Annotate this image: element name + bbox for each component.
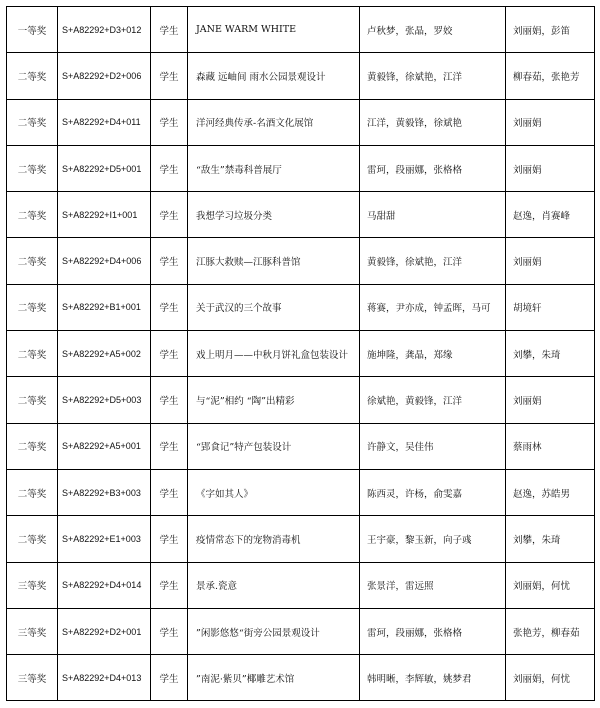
authors-cell: 王宇豪，黎玉新，向子彧: [360, 516, 506, 562]
authors-cell: 雷珂，段丽娜，张格格: [360, 145, 506, 191]
advisors-cell: 张艳芳，柳春茹: [506, 608, 595, 654]
entry-code-cell: S+A82292+E1+003: [58, 516, 151, 562]
entry-type-cell: 学生: [151, 608, 188, 654]
table-row: [7, 608, 595, 654]
work-title-cell: 疫情常态下的宠物消毒机: [188, 516, 360, 562]
work-title-cell: 戏上明月——中秋月饼礼盒包装设计: [188, 331, 360, 377]
table-row: [7, 423, 595, 469]
work-title-cell: 景承.瓷意: [188, 562, 360, 608]
work-title-cell: 我想学习垃圾分类: [188, 192, 360, 238]
work-title-cell: 森藏 远岫间 雨水公园景观设计: [188, 53, 360, 99]
authors-cell: 黄毅锋，徐斌艳，江洋: [360, 53, 506, 99]
entry-code-cell: S+A82292+D3+012: [58, 7, 151, 53]
work-title-cell: ”南泥·紫贝”椰雕艺术馆: [188, 655, 360, 701]
work-title-cell: 洋河经典传承-名酒文化展馆: [188, 99, 360, 145]
authors-cell: 张景洋，雷远照: [360, 562, 506, 608]
authors-cell: 徐斌艳，黄毅锋，江洋: [360, 377, 506, 423]
advisors-cell: 刘丽娟: [506, 238, 595, 284]
advisors-cell: 蔡雨林: [506, 423, 595, 469]
work-title-cell: 关于武汉的三个故事: [188, 284, 360, 330]
work-title-cell: JANE WARM WHITE: [188, 7, 360, 53]
award-level-cell: 三等奖: [7, 608, 58, 654]
authors-cell: 雷珂，段丽娜，张格格: [360, 608, 506, 654]
work-title-cell: 与“泥”相约 “陶”出精彩: [188, 377, 360, 423]
authors-cell: 马甜甜: [360, 192, 506, 238]
advisors-cell: 刘丽娟，彭笛: [506, 7, 595, 53]
award-level-cell: 二等奖: [7, 423, 58, 469]
entry-type-cell: 学生: [151, 7, 188, 53]
entry-type-cell: 学生: [151, 192, 188, 238]
entry-code-cell: S+A82292+D2+006: [58, 53, 151, 99]
award-level-cell: 二等奖: [7, 99, 58, 145]
entry-type-cell: 学生: [151, 377, 188, 423]
advisors-cell: 赵逸，苏皓男: [506, 469, 595, 515]
work-title-cell: “郢食记”特产包装设计: [188, 423, 360, 469]
entry-type-cell: 学生: [151, 238, 188, 284]
entry-type-cell: 学生: [151, 655, 188, 701]
authors-cell: 黄毅锋，徐斌艳，江洋: [360, 238, 506, 284]
work-title-cell: “敌生”禁毒科普展厅: [188, 145, 360, 191]
authors-cell: 陈西灵，许杨，俞雯嘉: [360, 469, 506, 515]
awards-table-body: [7, 7, 595, 701]
table-row: [7, 7, 595, 53]
award-level-cell: 二等奖: [7, 331, 58, 377]
advisors-cell: 刘丽娟: [506, 99, 595, 145]
entry-code-cell: S+A82292+D2+001: [58, 608, 151, 654]
table-row: [7, 284, 595, 330]
table-row: [7, 192, 595, 238]
award-level-cell: 二等奖: [7, 469, 58, 515]
award-level-cell: 三等奖: [7, 562, 58, 608]
table-row: [7, 331, 595, 377]
work-title-cell: ”闲影悠悠“街旁公园景观设计: [188, 608, 360, 654]
entry-code-cell: S+A82292+A5+002: [58, 331, 151, 377]
table-row: [7, 99, 595, 145]
advisors-cell: 胡境轩: [506, 284, 595, 330]
entry-code-cell: S+A82292+I1+001: [58, 192, 151, 238]
table-row: [7, 145, 595, 191]
entry-code-cell: S+A82292+D4+006: [58, 238, 151, 284]
entry-type-cell: 学生: [151, 469, 188, 515]
entry-code-cell: S+A82292+D5+001: [58, 145, 151, 191]
entry-code-cell: S+A82292+D4+013: [58, 655, 151, 701]
advisors-cell: 刘丽娟: [506, 145, 595, 191]
authors-cell: 卢秋梦，张晶，罗姣: [360, 7, 506, 53]
table-row: [7, 53, 595, 99]
award-level-cell: 二等奖: [7, 53, 58, 99]
entry-type-cell: 学生: [151, 516, 188, 562]
entry-type-cell: 学生: [151, 284, 188, 330]
award-level-cell: 二等奖: [7, 284, 58, 330]
award-level-cell: 二等奖: [7, 377, 58, 423]
table-row: [7, 516, 595, 562]
entry-type-cell: 学生: [151, 53, 188, 99]
award-level-cell: 一等奖: [7, 7, 58, 53]
table-row: [7, 238, 595, 284]
authors-cell: 施坤隆，龚晶，郑缘: [360, 331, 506, 377]
entry-type-cell: 学生: [151, 562, 188, 608]
entry-code-cell: S+A82292+D5+003: [58, 377, 151, 423]
work-title-cell: 江豚大救赎—江豚科普馆: [188, 238, 360, 284]
table-row: [7, 562, 595, 608]
entry-type-cell: 学生: [151, 99, 188, 145]
advisors-cell: 刘丽娟，何忧: [506, 655, 595, 701]
advisors-cell: 刘丽娟: [506, 377, 595, 423]
entry-code-cell: S+A82292+B3+003: [58, 469, 151, 515]
advisors-cell: 刘攀，朱琦: [506, 331, 595, 377]
work-title-cell: 《字如其人》: [188, 469, 360, 515]
award-level-cell: 二等奖: [7, 145, 58, 191]
entry-code-cell: S+A82292+A5+001: [58, 423, 151, 469]
entry-code-cell: S+A82292+B1+001: [58, 284, 151, 330]
authors-cell: 许静文，吴佳伟: [360, 423, 506, 469]
table-row: [7, 377, 595, 423]
entry-code-cell: S+A82292+D4+014: [58, 562, 151, 608]
advisors-cell: 柳春茹，张艳芳: [506, 53, 595, 99]
entry-type-cell: 学生: [151, 423, 188, 469]
award-level-cell: 二等奖: [7, 238, 58, 284]
award-level-cell: 二等奖: [7, 192, 58, 238]
advisors-cell: 赵逸，肖赛峰: [506, 192, 595, 238]
advisors-cell: 刘丽娟，何忧: [506, 562, 595, 608]
award-level-cell: 二等奖: [7, 516, 58, 562]
authors-cell: 韩明晰，李辉敏，姚梦君: [360, 655, 506, 701]
entry-type-cell: 学生: [151, 145, 188, 191]
table-row: [7, 655, 595, 701]
awards-table: [6, 6, 595, 701]
advisors-cell: 刘攀，朱琦: [506, 516, 595, 562]
award-level-cell: 三等奖: [7, 655, 58, 701]
entry-code-cell: S+A82292+D4+011: [58, 99, 151, 145]
entry-type-cell: 学生: [151, 331, 188, 377]
authors-cell: 江洋，黄毅锋，徐斌艳: [360, 99, 506, 145]
authors-cell: 蒋赛，尹亦成，钟孟晖，马可: [360, 284, 506, 330]
table-row: [7, 469, 595, 515]
